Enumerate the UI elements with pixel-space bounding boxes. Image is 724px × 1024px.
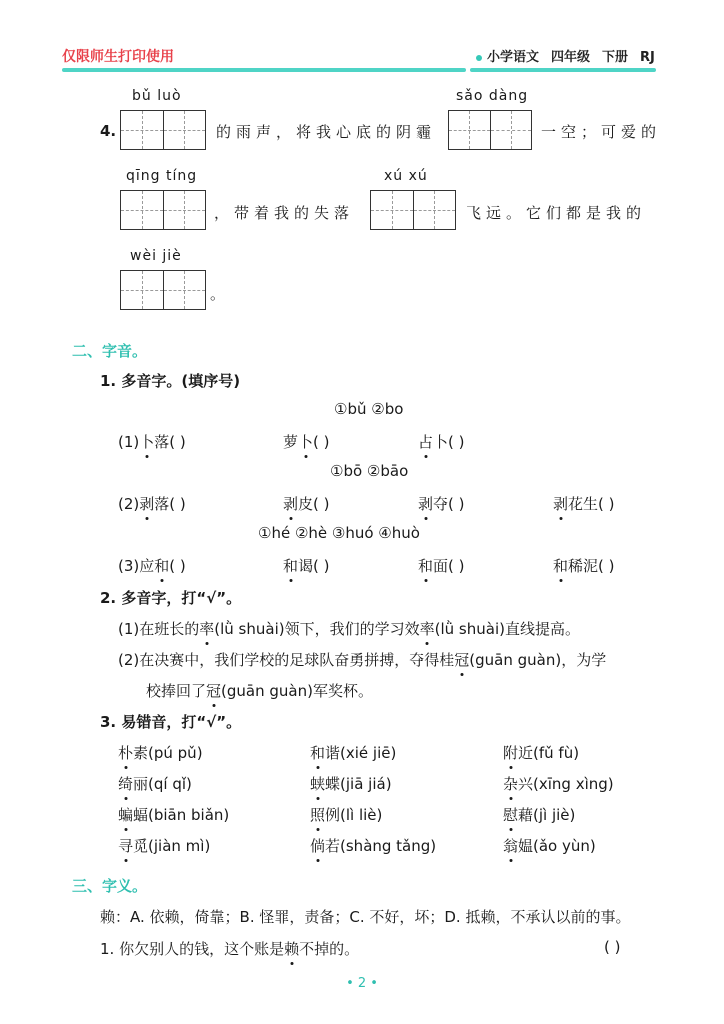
- row-label: (2): [118, 495, 140, 513]
- section-2-title: 二、字音。: [72, 342, 148, 360]
- header-book-info: [476, 46, 655, 65]
- text: 1. 你欠别人的钱，这个账是: [100, 940, 285, 958]
- marked-char: 附: [503, 744, 519, 762]
- marked-char: 赖: [284, 940, 300, 958]
- header-volume: 下册: [602, 50, 629, 65]
- marked-char: 和: [283, 557, 299, 575]
- marked-char: 和: [154, 557, 170, 575]
- word-rest: 觅(jiàn mì): [133, 837, 211, 855]
- word-rest: ( ): [313, 433, 330, 451]
- word-rest: ( ): [169, 557, 186, 575]
- marked-char: 绮: [118, 775, 134, 793]
- q3-item[interactable]: [118, 773, 192, 794]
- q3-item[interactable]: [310, 773, 392, 794]
- word-rest: 近(fǔ fù): [518, 744, 580, 762]
- word-rest: 皮( ): [298, 495, 330, 513]
- q2-title: 2. 多音字，打“√”。: [100, 589, 242, 607]
- word-rest: 夺( ): [433, 495, 465, 513]
- writing-box-sao-dang[interactable]: [448, 110, 532, 150]
- text: (1)在班长的: [118, 620, 200, 638]
- marked-char: 冠: [454, 651, 470, 669]
- header-edition: RJ: [640, 50, 655, 65]
- text: (guān guàn)军奖杯。: [221, 682, 373, 700]
- marked-char: 寻: [118, 837, 134, 855]
- word-rest: 花生( ): [568, 495, 615, 513]
- word-rest: 若(shàng tǎng): [325, 837, 437, 855]
- marked-char: 慰: [503, 806, 519, 824]
- marked-char: 和: [553, 557, 569, 575]
- marked-char: 蝙: [118, 806, 134, 824]
- pinyin-xu-xu: xú xú: [384, 168, 428, 184]
- word-rest: 谒( ): [298, 557, 330, 575]
- marked-char: 蛱: [310, 775, 326, 793]
- q1-row1-item1[interactable]: [118, 431, 186, 452]
- q2-line-3[interactable]: [146, 680, 373, 701]
- q1-title: 1. 多音字。(填序号): [100, 372, 241, 390]
- word-rest: 例(lì liè): [325, 806, 383, 824]
- word-rest: 萝: [283, 433, 299, 451]
- marked-char: 杂: [503, 775, 519, 793]
- marked-char: 卜: [298, 433, 314, 451]
- q4-text-2: 一空；可爱的: [541, 123, 662, 141]
- word-rest: 兴(xīng xìng): [518, 775, 614, 793]
- q2-line-1[interactable]: [118, 618, 580, 639]
- header-dot-icon: [476, 55, 482, 61]
- word-rest: 卜( ): [433, 433, 465, 451]
- header-divider-right: [470, 68, 656, 72]
- lai-definitions: 赖：A. 依赖，倚靠；B. 怪罪，责备；C. 不好，坏；D. 抵赖，不承认以前的事。: [100, 908, 631, 926]
- text: 校捧回了: [146, 682, 207, 700]
- marked-char: 朴: [118, 744, 134, 762]
- word-rest: 谐(xié jiē): [325, 744, 397, 762]
- q4-text-5: 。: [210, 285, 226, 303]
- marked-char: 占: [418, 433, 434, 451]
- q1-row2-item4[interactable]: [553, 493, 615, 514]
- q4-text-3: ，带着我的失落: [214, 204, 355, 222]
- header-divider: [62, 68, 466, 72]
- q4-text-4: 飞远。它们都是我的: [466, 204, 647, 222]
- marked-char: 剥: [418, 495, 434, 513]
- marked-char: 卜: [139, 433, 155, 451]
- q4-text-1: 的雨声，将我心底的阴霾: [216, 123, 437, 141]
- q1-row2-item1[interactable]: [118, 493, 186, 514]
- q3-item[interactable]: [310, 804, 382, 825]
- word-rest: 媪(ǎo yùn): [518, 837, 596, 855]
- q2-line-2[interactable]: [118, 649, 606, 670]
- q3-item[interactable]: [503, 835, 596, 856]
- q3-title: 3. 易错音，打“√”。: [100, 713, 242, 731]
- q3-item[interactable]: [503, 742, 579, 763]
- marked-char: 率: [419, 620, 435, 638]
- pinyin-bu-luo: bǔ luò: [132, 88, 182, 104]
- q3-item[interactable]: [118, 804, 229, 825]
- section-3-title: 三、字义。: [72, 877, 148, 895]
- text: (lǜ shuài)直线提高。: [434, 620, 580, 638]
- marked-char: 剥: [553, 495, 569, 513]
- writing-box-wei-jie[interactable]: [120, 270, 206, 310]
- pinyin-qing-ting: qīng tíng: [126, 168, 198, 184]
- header-restriction-note: 仅限师生打印使用: [62, 49, 174, 65]
- marked-char: 剥: [139, 495, 155, 513]
- marked-char: 和: [310, 744, 326, 762]
- q1-row1-item2[interactable]: [283, 431, 330, 452]
- word-rest: 落( ): [154, 495, 186, 513]
- q1-options-1: ①bǔ ②bo: [334, 400, 404, 418]
- marked-char: 剥: [283, 495, 299, 513]
- header-subject: 小学语文: [487, 50, 540, 65]
- q1-row2-item3[interactable]: [418, 493, 465, 514]
- word-rest: 丽(qí qǐ): [133, 775, 192, 793]
- q3-item[interactable]: [503, 773, 614, 794]
- q3-item[interactable]: [118, 742, 203, 763]
- q1-options-3: ①hé ②hè ③huó ④huò: [258, 524, 420, 542]
- header-grade: 四年级: [551, 50, 591, 65]
- word-rest: 落( ): [154, 433, 186, 451]
- row-label: (1): [118, 433, 140, 451]
- word-rest: 面( ): [433, 557, 465, 575]
- marked-char: 翁: [503, 837, 519, 855]
- text: (guān guàn)，为学: [469, 651, 607, 669]
- q1-row3-item3[interactable]: [418, 555, 465, 576]
- q1-row3-item4[interactable]: [553, 555, 615, 576]
- word-rest: 藉(jì jiè): [518, 806, 576, 824]
- marked-char: 照: [310, 806, 326, 824]
- page-number: • 2 •: [346, 976, 378, 991]
- q3-item[interactable]: [310, 835, 436, 856]
- question-number-4: 4.: [100, 122, 117, 140]
- sec3-q1[interactable]: [100, 938, 359, 959]
- writing-box-bu-luo[interactable]: [120, 110, 206, 150]
- pinyin-wei-jie: wèi jiè: [130, 248, 182, 264]
- marked-char: 倘: [310, 837, 326, 855]
- marked-char: 和: [418, 557, 434, 575]
- q1-row1-item3[interactable]: [418, 431, 465, 452]
- q3-item[interactable]: [503, 804, 575, 825]
- word-rest: 蝠(biān biǎn): [133, 806, 230, 824]
- q1-row3-item1[interactable]: [118, 555, 186, 576]
- marked-char: 冠: [206, 682, 222, 700]
- word-rest: 素(pú pǔ): [133, 744, 203, 762]
- word-rest: 稀泥( ): [568, 557, 615, 575]
- writing-box-xu-xu[interactable]: [370, 190, 456, 230]
- text: (2)在决赛中，我们学校的足球队奋勇拼搏，夺得桂: [118, 651, 455, 669]
- q1-options-2: ①bō ②bāo: [330, 462, 409, 480]
- text: (lǜ shuài)领下，我们的学习效: [214, 620, 420, 638]
- marked-char: 率: [199, 620, 215, 638]
- sec3-q1-answer[interactable]: ( ): [604, 938, 621, 956]
- pinyin-sao-dang: sǎo dàng: [456, 88, 529, 104]
- row-label: (3)应: [118, 557, 155, 575]
- text: 不掉的。: [299, 940, 360, 958]
- q1-row3-item2[interactable]: [283, 555, 330, 576]
- word-rest: 蝶(jiā jiá): [325, 775, 392, 793]
- q1-row2-item2[interactable]: [283, 493, 330, 514]
- q3-item[interactable]: [310, 742, 396, 763]
- writing-box-qing-ting[interactable]: [120, 190, 206, 230]
- q3-item[interactable]: [118, 835, 210, 856]
